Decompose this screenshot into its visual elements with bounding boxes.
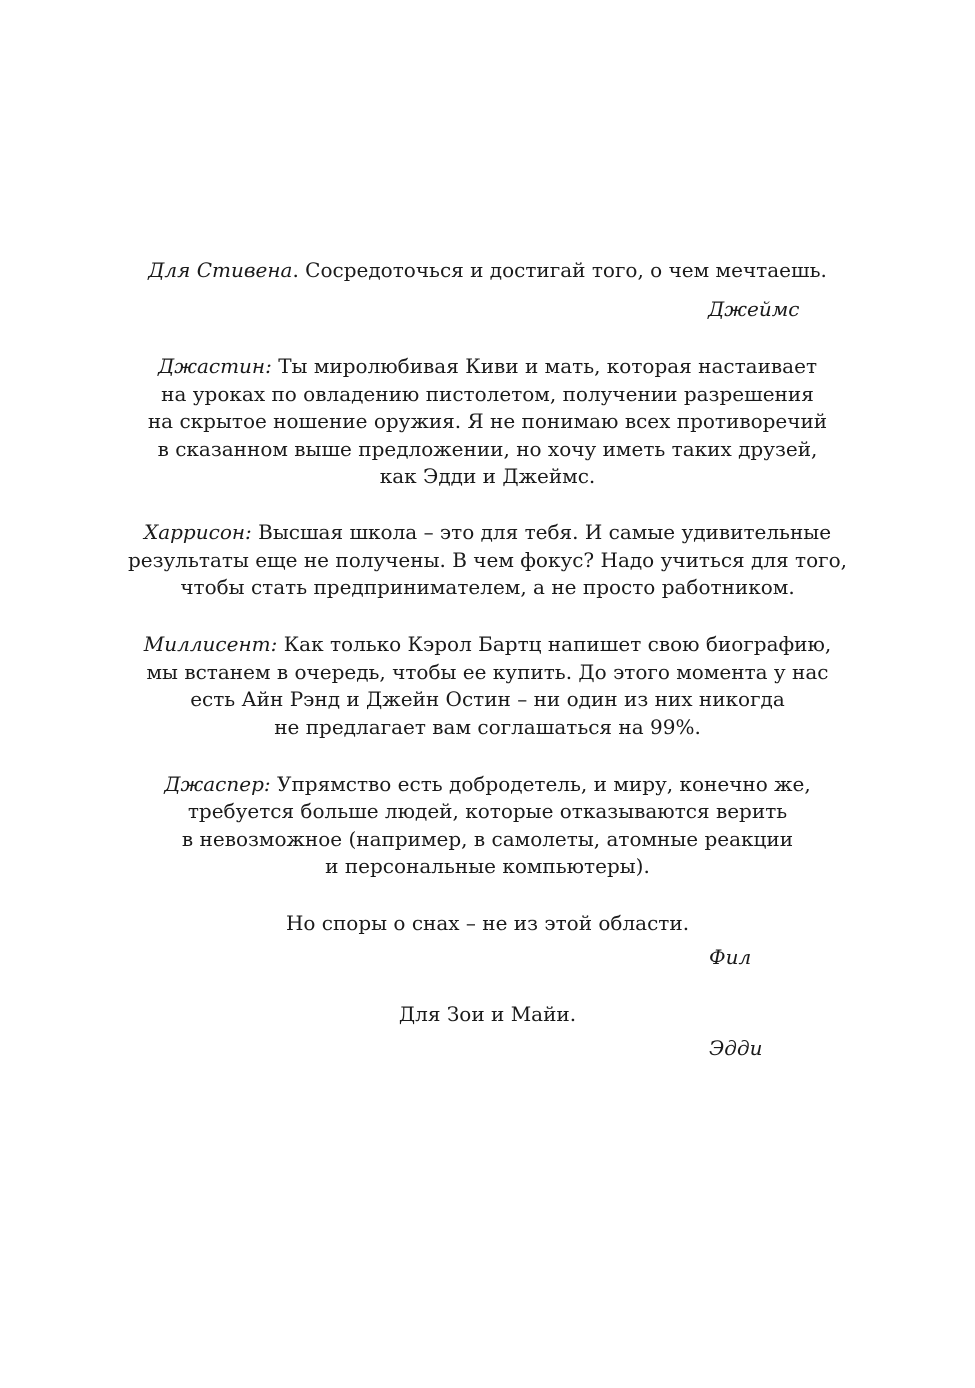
dedication-zoe-maya: Для Зои и Майи. <box>398 1002 577 1026</box>
dedication-justin-line-3: на скрытое ношение оружия. Я не понимаю всех противоречий <box>147 409 828 433</box>
dedication-justin-line-2: на уроках по овладению пистолетом, получении разрешения <box>161 382 814 406</box>
signature-phil: Фил <box>709 945 752 969</box>
dedication-jasper-line-2: требуется больше людей, которые отказываются верить <box>187 799 788 823</box>
dedication-harrison-line-1 <box>0 518 975 546</box>
dedication-justin-line-4: в сказанном выше предложении, но хочу иметь таких друзей, <box>157 437 818 461</box>
dedication-jasper-line-1 <box>0 770 975 798</box>
dedication-text: . Сосредоточься и достигай того, о чем мечтаешь. <box>292 258 827 282</box>
dedication-justin-line-5: как Эдди и Джеймс. <box>379 464 596 488</box>
dedication-millicent-line-2: мы встанем в очередь, чтобы ее купить. До этого момента у нас <box>146 660 829 684</box>
dedication-name: Для Стивена <box>148 258 293 282</box>
dedication-harrison-line-3: чтобы стать предпринимателем, а не просто работником. <box>180 575 795 599</box>
signature-eddie: Эдди <box>709 1036 763 1060</box>
dedication-jasper-line-4: и персональные компьютеры). <box>325 854 650 878</box>
dedication-text: Ты миролюбивая Киви и мать, которая настаивает <box>271 354 818 378</box>
dedication-millicent-line-4: не предлагает вам соглашаться на 99%. <box>274 715 701 739</box>
dedication-text: Как только Кэрол Бартц напишет свою биографию, <box>277 632 832 656</box>
dedication-justin-line-1 <box>0 352 975 380</box>
dedication-text: Высшая школа – это для тебя. И самые удивительные <box>251 520 832 544</box>
dedication-millicent-line-3: есть Айн Рэнд и Джейн Остин – ни один из них никогда <box>190 687 785 711</box>
dedication-millicent-line-1 <box>0 630 975 658</box>
dedication-dreams: Но споры о снах – не из этой области. <box>285 911 690 935</box>
dedication-name: Джаспер: <box>164 772 271 796</box>
signature-james: Джеймс <box>708 297 800 321</box>
dedication-harrison-line-2: результаты еще не получены. В чем фокус? Надо учиться для того, <box>127 548 848 572</box>
dedication-jasper-line-3: в невозможное (например, в самолеты, атомные реакции <box>181 827 794 851</box>
dedication-name: Харрисон: <box>143 520 252 544</box>
dedication-stephen <box>0 256 975 284</box>
dedication-name: Миллисент: <box>143 632 278 656</box>
dedication-text: Упрямство есть добродетель, и миру, конечно же, <box>270 772 811 796</box>
dedication-name: Джастин: <box>157 354 272 378</box>
